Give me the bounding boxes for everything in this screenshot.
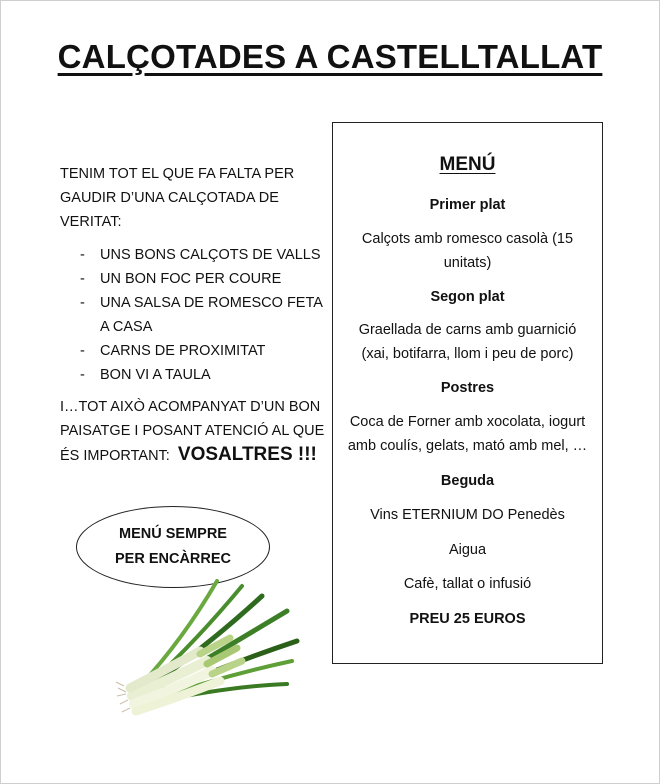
menu-section-heading: Segon plat: [430, 289, 505, 305]
menu-section-heading: Postres: [440, 380, 495, 396]
menu-title: MENÚ: [439, 154, 496, 175]
intro-line: TENIM TOT EL QUE FA FALTA PER: [60, 166, 295, 182]
list-item: - UNA SALSA DE ROMESCO FETA A CASA: [80, 295, 323, 335]
order-badge: MENÚ SEMPRE PER ENCÀRREC: [76, 506, 270, 588]
menu-section-heading: Primer plat: [429, 197, 506, 213]
menu-item: Coca de Forner amb xocolata, iogurt amb coulís, gelats, mató amb mel, …: [347, 414, 588, 454]
calcots-icon: [112, 566, 302, 716]
closing-text: I…TOT AIXÒ ACOMPANYAT D’UN BON PAISATGE I POSANT ATENCIÓ AL QUE ÉS IMPORTANT: VOSALTRES !!!: [60, 399, 325, 465]
menu-item: Aigua: [448, 542, 487, 558]
menu-item: Cafè, tallat o infusió: [403, 576, 532, 592]
emphasis-text: VOSALTRES !!!: [177, 444, 317, 465]
menu-item: Graellada de carns amb guarnició (xai, botifarra, llom i peu de porc): [358, 322, 577, 362]
menu-box: [332, 122, 603, 664]
list-item: - UNS BONS CALÇOTS DE VALLS: [80, 247, 321, 263]
features-list: [80, 243, 330, 387]
page-title: CALÇOTADES A CASTELLTALLAT: [57, 38, 603, 75]
list-item: - BON VI A TAULA: [80, 367, 211, 383]
intro-line: GAUDIR D’UNA CALÇOTADA DE: [60, 190, 279, 206]
menu-item: Vins ETERNIUM DO Penedès: [370, 507, 565, 523]
intro-line: VERITAT:: [60, 214, 122, 230]
list-item: - UN BON FOC PER COURE: [80, 271, 282, 287]
intro-text: [60, 162, 325, 234]
menu-item: Calçots amb romesco casolà (15 unitats): [361, 231, 574, 271]
menu-price: PREU 25 EUROS: [409, 611, 526, 627]
menu-section-heading: Beguda: [440, 473, 495, 489]
list-item: - CARNS DE PROXIMITAT: [80, 343, 266, 359]
